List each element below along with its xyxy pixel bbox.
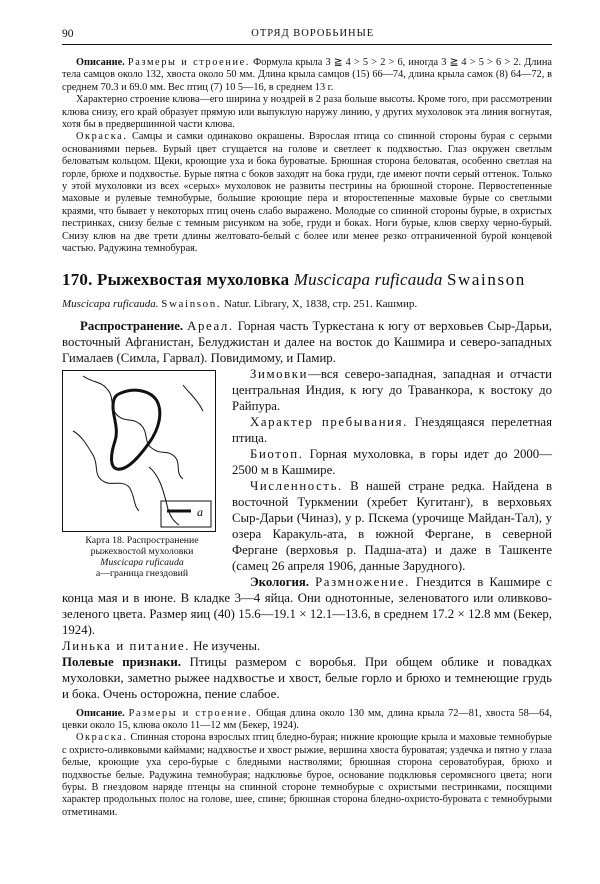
description-label: Описание. [76,57,125,68]
coloration-text: Самцы и самки одинаково окрашены. Взрослая птица со спинной стороны бурая с серыми основаниями перьев. Бурый цвет сгущается на голове и светлеет к подхвостью. Глаз окружен светлым беловатым кольцом. Щеки, кроющие уха и бока буроватые. Брюшная сторона беловатая, особенно светлая на горле, брюхе и подхвостье. Бурые пятна с боков заходят на бока груди, где имеют почти серый оттенок. Только у этой мухоловки из всех «серых» мухоловок не развиты пестрины на брюшной стороне. Первостепенные маховые и рулевые темнобурые, большие кроющие пера и второстепенные маховые бурые со светлыми краями, что бывает у некоторых птиц очень слабо выражено. Молодые со спинной стороны бурые, в охристых пестринках, снизу белые с темным рисунком на зобе, груди и боках. Ноги бурые, клюв сверху черно-бурый. Снизу клюв на две трети длины желтовато-белый с более или менее резко отграниченной бурой концевой частью. Радужина темнобурая. [62,131,553,255]
map-figure [62,370,222,579]
citation: Muscicapa ruficauda. Swainson. Natur. Library, X, 1838, стр. 251. Кашмир. [62,297,418,310]
species-heading: 170. Рыжехвостая мухоловка Muscicapa ruficauda Swainson [62,269,526,289]
map-caption: Карта 18. Распространение рыжехвостой мухоловки Muscicapa ruficauda a—граница гнездовий [85,534,199,579]
beak-paragraph: Характерно строение клюва—его ширина у ноздрей в 2 раза больше высоты. Кроме того, при рассмотрении клюва снизу, его край образует прямую или выпуклую наружу линию, у других мухоловок эта линия вогнутая, хотя бы в предвершинной части клюва. [62,94,552,131]
legend-letter: a [197,504,203,519]
map-coastline-india [149,467,179,525]
size-heading: Размеры и строение. [127,57,250,68]
page-number: 90 [62,28,74,40]
species-description: Описание. Размеры и строение. Общая длина около 130 мм, длина крыла 72—81, хвоста 58—64, цевки около 15, клюва около 11—12 мм (Бекер, 1924). Окраска. Спинная сторона взрослых птиц бледно-бурая; нижние кроющие крыла и маховые темнобурые с охристо-оливковыми каймами; надхвостье и хвост рыжие, вершина хвоста буроватая; уздечка и пятно у глаза белые, кроющие уха серо-бурые с бледными настволями; брюшная сторона сероватобурая, брюхо и подхвостье белые. Радужина темнобурая; надклювье бурое, основание подклювья серомясного цвета; ноги буры. В гнездовом наряде птенцы на спинной стороне темнобурые с охристыми пестринками, посящими характер продольных полос на голове, шее, спине; брюшная сторона бледно-охристо-буровата с темнобурыми отметинами. [62,707,552,818]
page-header [62,28,552,45]
running-title: ОТРЯД ВОРОБЬИНЫЕ [251,28,375,39]
coloration-heading: Окраска. [76,131,128,143]
species-author: Swainson [446,269,526,289]
previous-species-description [62,57,552,256]
page [62,28,552,819]
range-map [62,370,216,532]
field-label: Полевые признаки. [62,654,181,669]
species-latin: Muscicapa ruficauda [293,269,443,289]
breeding-range-boundary [112,390,160,469]
legend-box [161,501,211,527]
ecology-label: Экология. [250,574,309,589]
map-coastline-west [73,431,139,511]
range-label: Распространение. [80,318,184,333]
species-body: Распространение. Ареал. Горная часть Туркестана к югу от верховьев Сыр-Дарьи, восточный Афганистан, Белуджистан и далее на восток до Кашмира и северо-западных Гималаев (Симла, Гарвал). Повидимому, и Памир. a Карта 18. Распространение рыжехвостой мухоловки Muscicapa ruficauda a—граница гнездовий Зимовки—вся северо-западная, западная и отчасти центральная Индия, к югу до Траванкора, к востоку до Райпура. Характер пребывания. Гнездящаяся перелетная птица. Биотоп. Горная мухоловка, в горы идет до 2000—2500 м в Кашмире. Численность. В нашей стране редка. Найдена в восточной Туркмении (хребет Кугитанг), в верховьях Сыр-Дарьи (Чиназ), у р. Пскема (урочище Майдан-Тал), у озера Каракуль-ата, в южной Фергане, в северной Фергане (верховья р. Падша-ата) и даже в Ташкенте (самец 26 апреля 1906, данные Зарудного). Экология. Размножение. Гнездится в Кашмире с конца мая и в июне. В кладке 3—4 яйца. Они однотонные, зеленоватого или оливково-зеленого цвета. Размер яиц (40) 15.6—19.1 × 12.1—13.6, в среднем 17.2 × 12.8 мм (Бекер, 1924). Линька и питание. Не изучены. Полевые признаки. Птицы размером с воробья. При общем облике и повадках мухоловки, заметно рыжее надхвостье и хвост, белые горло и брюхо и темнеющие грудь и бока. Очень осторожна, пение слабое. [62,318,553,701]
map-coastline-east [183,385,203,411]
size-text: Формула крыла 3 ≧ 4 > 5 > 2 > 6, иногда 3 ≧ 4 > 5 > 6 > 2. Длина тела самцов около 132, хвоста около 50 мм. Длина крыла самцов (15) 66—74, длина крыла самок (8) 64—72, в среднем 70.3 и 69.0 мм. Вес птиц (7) 10 5—16, в среднем 13 г. [62,57,552,93]
map-svg [63,371,215,531]
